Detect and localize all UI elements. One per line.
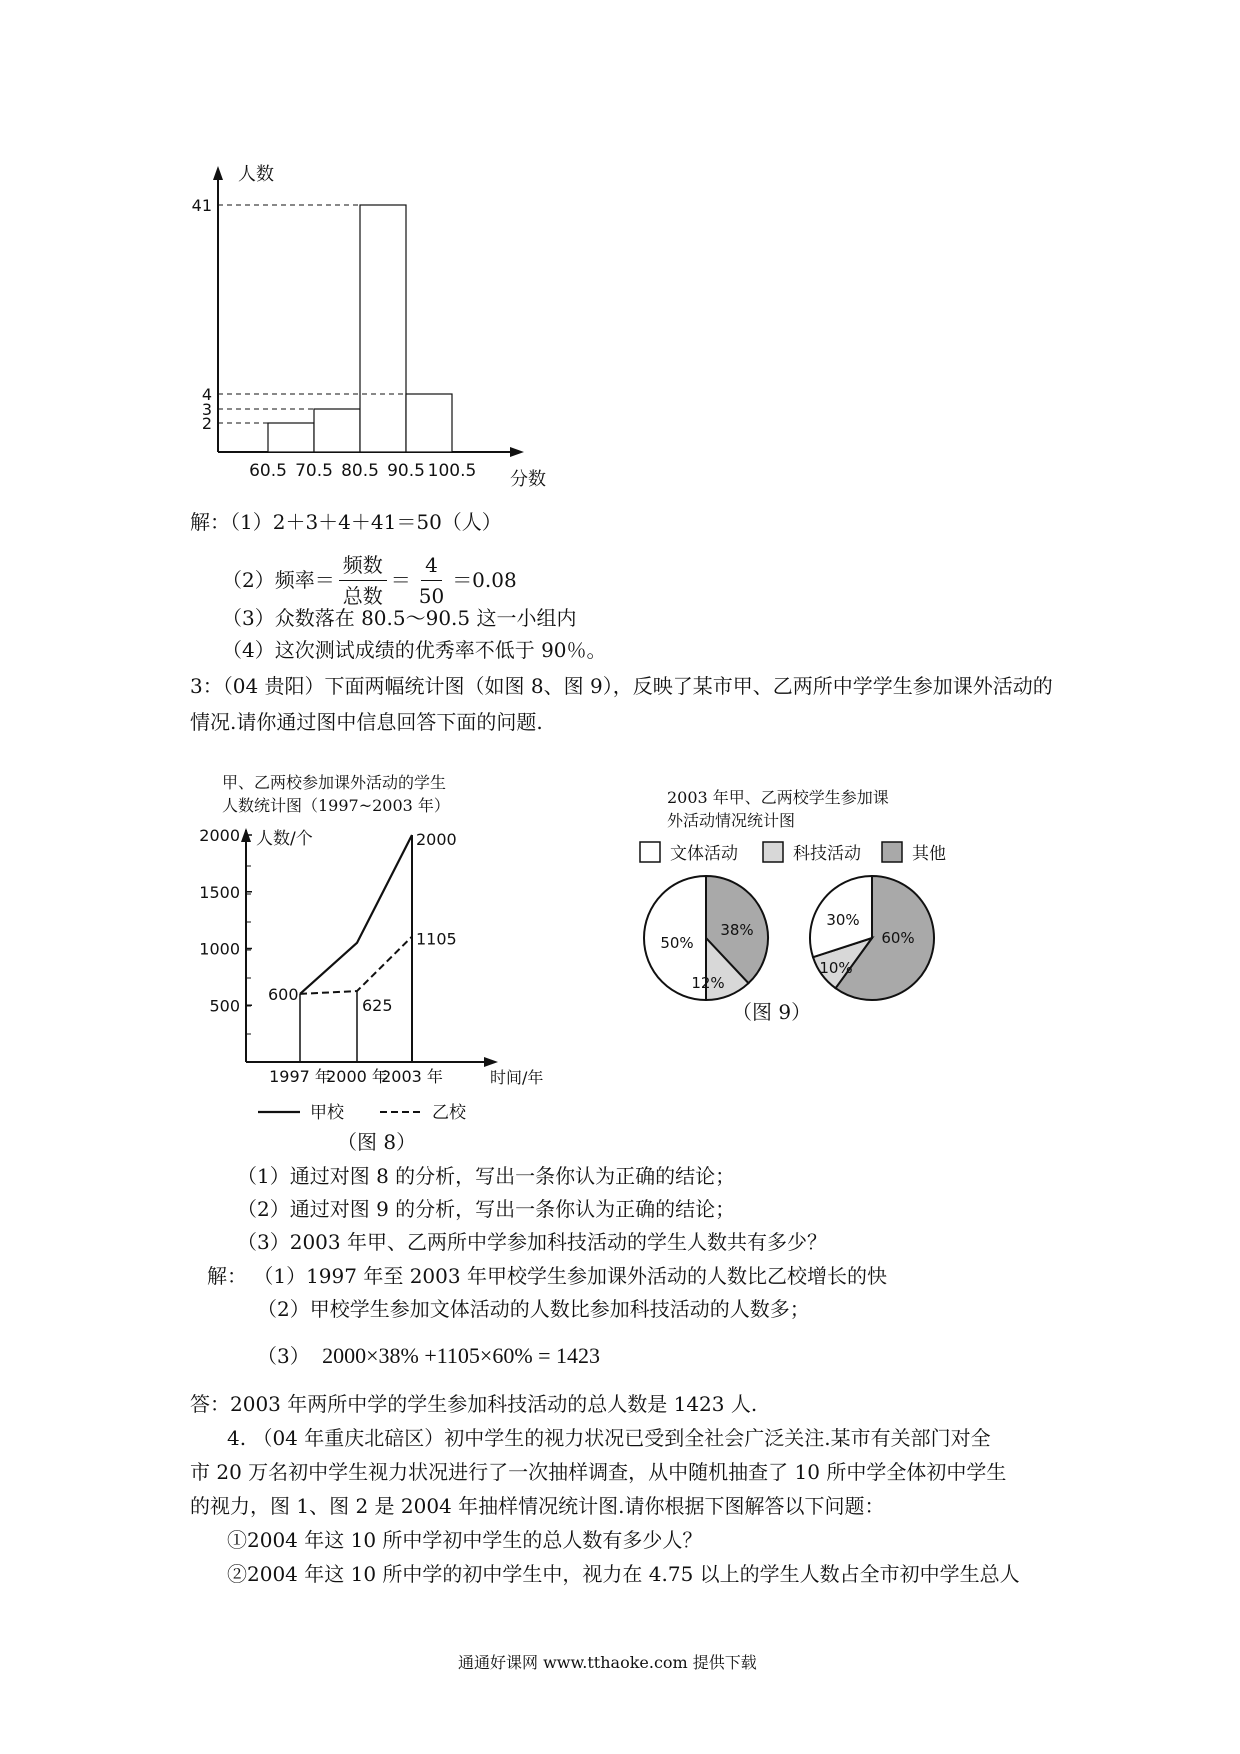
y-tick-label: 3: [201, 400, 212, 419]
y-tick-label: 1500: [199, 882, 240, 902]
figure-9-caption: （图 9）: [732, 1000, 812, 1024]
problem3-line-2: 情况.请你通过图中信息回答下面的问题.: [190, 710, 543, 734]
problem4-line-3: 的视力，图 1、图 2 是 2004 年抽样情况统计图.请你根据下图解答以下问题：: [190, 1494, 885, 1518]
problem4-line-2: 市 20 万名初中学生视力状况进行了一次抽样调查，从中随机抽查了 10 所中学全体初中学生: [190, 1460, 1007, 1484]
solution-line-1: 解：（1）2＋3＋4＋41＝50（人）: [190, 510, 502, 534]
pie-chart-title: 2003 年甲、乙两校学生参加课: [667, 788, 889, 807]
footer-text: 通通好课网 www.tthaoke.com 提供下载: [458, 1653, 757, 1672]
pie-slice-label: 38%: [720, 921, 754, 939]
fraction-numerator: 4: [421, 550, 442, 581]
solution-line-4: （4）这次测试成绩的优秀率不低于 90％。: [222, 638, 607, 662]
y-tick-label: 2: [201, 414, 212, 433]
question-3-2: （2）通过对图 9 的分析，写出一条你认为正确的结论；: [237, 1197, 736, 1221]
solution3-line-3: [257, 1342, 600, 1370]
x-axis-label: 分数: [510, 469, 546, 490]
pie-chart-subtitle: 外活动情况统计图: [667, 811, 796, 830]
line-chart-title: 甲、乙两校参加课外活动的学生: [222, 773, 447, 792]
legend-label: 文体活动: [670, 844, 738, 864]
question-3-1: （1）通过对图 8 的分析，写出一条你认为正确的结论；: [237, 1164, 736, 1188]
y-tick-label: 500: [209, 996, 240, 1016]
pie-slice-label: 12%: [691, 974, 725, 992]
y-axis-label: 人数: [238, 164, 274, 185]
x-tick-label: 70.5: [295, 461, 333, 481]
y-tick-label: 41: [191, 196, 212, 215]
x-tick-label: 1997 年: [269, 1067, 331, 1086]
legend-label: 其他: [912, 844, 946, 864]
figure-8-caption: （图 8）: [337, 1130, 417, 1154]
solution3-formula: 2000×38% +1105×60% = 1423: [322, 1343, 601, 1368]
question-3-3: （3）2003 年甲、乙两所中学参加科技活动的学生人数共有多少？: [237, 1230, 827, 1254]
fraction-numerator: 频数: [339, 550, 387, 581]
point-label: 625: [362, 996, 393, 1015]
legend-label-yi: 乙校: [432, 1103, 466, 1123]
y-tick-label: 4: [201, 385, 212, 404]
y-tick-label: 1000: [199, 939, 240, 959]
pie-slice-label: 10%: [819, 959, 853, 977]
x-tick-label: 80.5: [341, 461, 379, 481]
x-tick-label: 90.5: [387, 461, 425, 481]
solution3-line-2: （2）甲校学生参加文体活动的人数比参加科技活动的人数多；: [257, 1297, 810, 1321]
pie-slice-label: 30%: [826, 911, 860, 929]
legend-swatch: [640, 842, 660, 862]
problem4-line-1: 4. （04 年重庆北碚区）初中学生的视力状况已受到全社会广泛关注.某市有关部门对全: [227, 1426, 991, 1450]
point-label: 1105: [416, 929, 457, 949]
solution3-line-1: 解： （1）1997 年至 2003 年甲校学生参加课外活动的人数比乙校增长的快: [207, 1264, 887, 1288]
problem4-line-5: ②2004 年这 10 所中学的初中学生中，视力在 4.75 以上的学生人数占全市初中学生总人: [227, 1562, 1020, 1586]
equals-sign: ＝: [390, 568, 411, 592]
x-tick-label: 2000 年: [326, 1067, 388, 1086]
point-label: 2000: [416, 830, 457, 849]
point-label: 600: [268, 984, 299, 1004]
solution-line-3: （3）众数落在 80.5～90.5 这一小组内: [222, 606, 577, 630]
problem3-line-1: 3：（04 贵阳）下面两幅统计图（如图 8、图 9），反映了某市甲、乙两所中学学生参加课外活动的: [190, 674, 1053, 698]
legend-label-jia: 甲校: [310, 1103, 344, 1123]
frequency-label: （2）频率＝: [222, 568, 335, 592]
solution3-label: （3）: [257, 1344, 310, 1368]
legend-swatch: [882, 842, 902, 862]
frequency-result: ＝0.08: [452, 568, 517, 592]
answer-3: 答：2003 年两所中学的学生参加科技活动的总人数是 1423 人.: [190, 1392, 758, 1416]
fraction-denominator: 50: [418, 583, 445, 608]
legend-label: 科技活动: [793, 844, 861, 864]
x-tick-label: 60.5: [249, 461, 287, 481]
y-tick-label: 2000: [199, 826, 240, 845]
y-axis-label: 人数/个: [256, 829, 313, 849]
x-axis-arrow: [484, 1057, 498, 1067]
problem4-line-4: ①2004 年这 10 所中学初中学生的总人数有多少人？: [227, 1528, 703, 1552]
x-tick-label: 2003 年: [381, 1067, 443, 1086]
line-chart-subtitle: 人数统计图（1997~2003 年）: [222, 796, 450, 815]
legend-swatch: [763, 842, 783, 862]
x-axis-label: 时间/年: [490, 1068, 544, 1087]
pie-slice-label: 50%: [660, 934, 694, 952]
fraction-denominator: 总数: [342, 583, 383, 608]
pie-slice-label: 60%: [881, 929, 915, 947]
x-tick-label: 100.5: [427, 461, 477, 481]
